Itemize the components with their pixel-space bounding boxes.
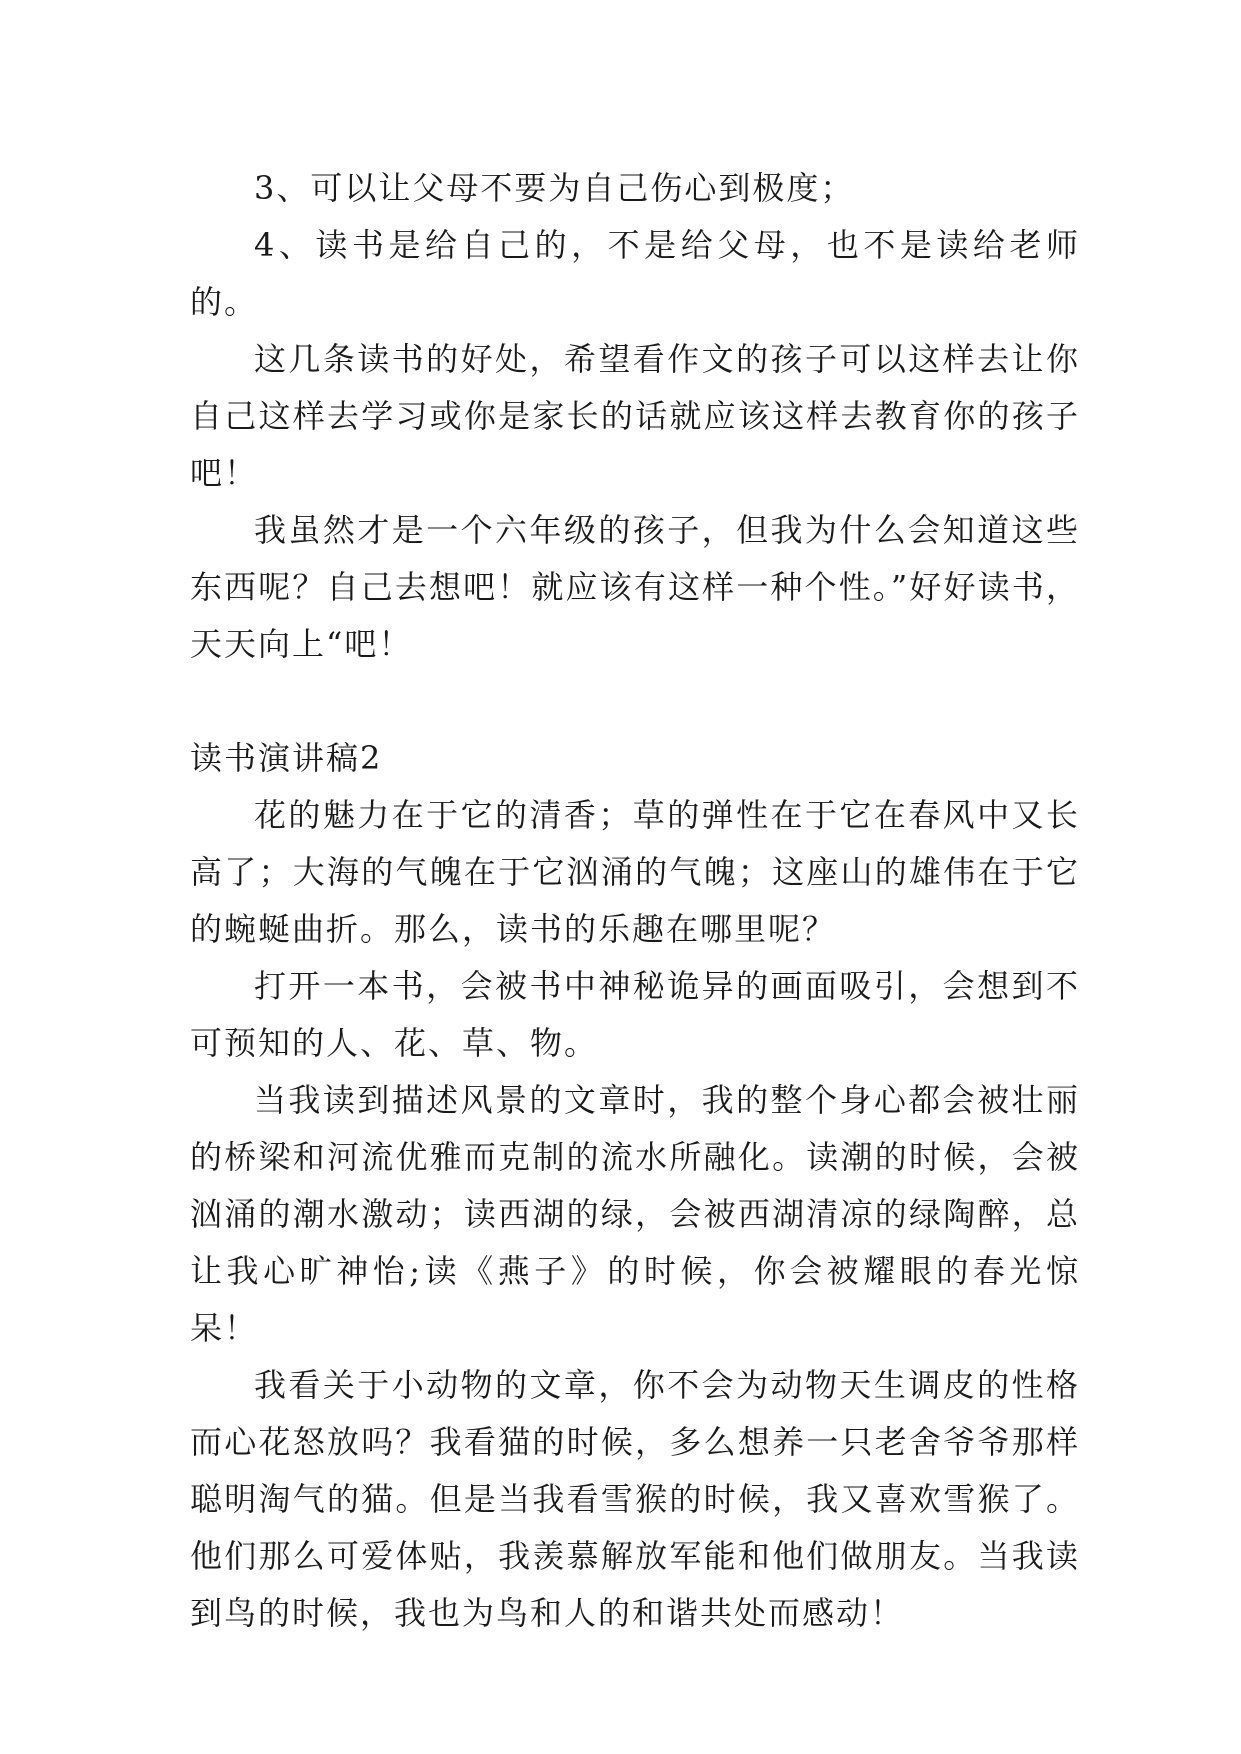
- paragraph-open-book: 打开一本书，会被书中神秘诡异的画面吸引，会想到不可预知的人、花、草、物。: [190, 967, 1080, 1062]
- paragraph-closing: 我虽然才是一个六年级的孩子，但我为什么会知道这些东西呢？自己去想吧！就应该有这样一种个性。”好好读书，天天向上“吧！: [190, 511, 1080, 663]
- paragraph-item-3: 3、可以让父母不要为自己伤心到极度；: [254, 169, 855, 207]
- paragraph-scenery: 当我读到描述风景的文章时，我的整个身心都会被壮丽的桥梁和河流优雅而克制的流水所融化。读潮的时候，会被汹涌的潮水激动；读西湖的绿，会被西湖清凉的绿陶醉，总让我心旷神怡;读《燕子》的时候，你会被耀眼的春光惊呆！: [190, 1081, 1080, 1347]
- paragraph-item-4: 4、读书是给自己的，不是给父母，也不是读给老师的。: [190, 226, 1080, 321]
- paragraph-flower-charm: 花的魅力在于它的清香；草的弹性在于它在春风中又长高了；大海的气魄在于它汹涌的气魄；这座山的雄伟在于它的蜿蜒曲折。那么，读书的乐趣在哪里呢？: [190, 796, 1080, 948]
- paragraph-animals: 我看关于小动物的文章，你不会为动物天生调皮的性格而心花怒放吗？我看猫的时候，多么想养一只老舍爷爷那样聪明淘气的猫。但是当我看雪猴的时候，我又喜欢雪猴了。他们那么可爱体贴，我羡慕解放军能和他们做朋友。当我读到鸟的时候，我也为鸟和人的和谐共处而感动！: [190, 1366, 1080, 1632]
- paragraph-benefits-summary: 这几条读书的好处，希望看作文的孩子可以这样去让你自己这样去学习或你是家长的话就应该这样去教育你的孩子吧！: [190, 340, 1080, 492]
- section-heading: 读书演讲稿2: [190, 739, 383, 777]
- document-body: [190, 160, 1080, 1642]
